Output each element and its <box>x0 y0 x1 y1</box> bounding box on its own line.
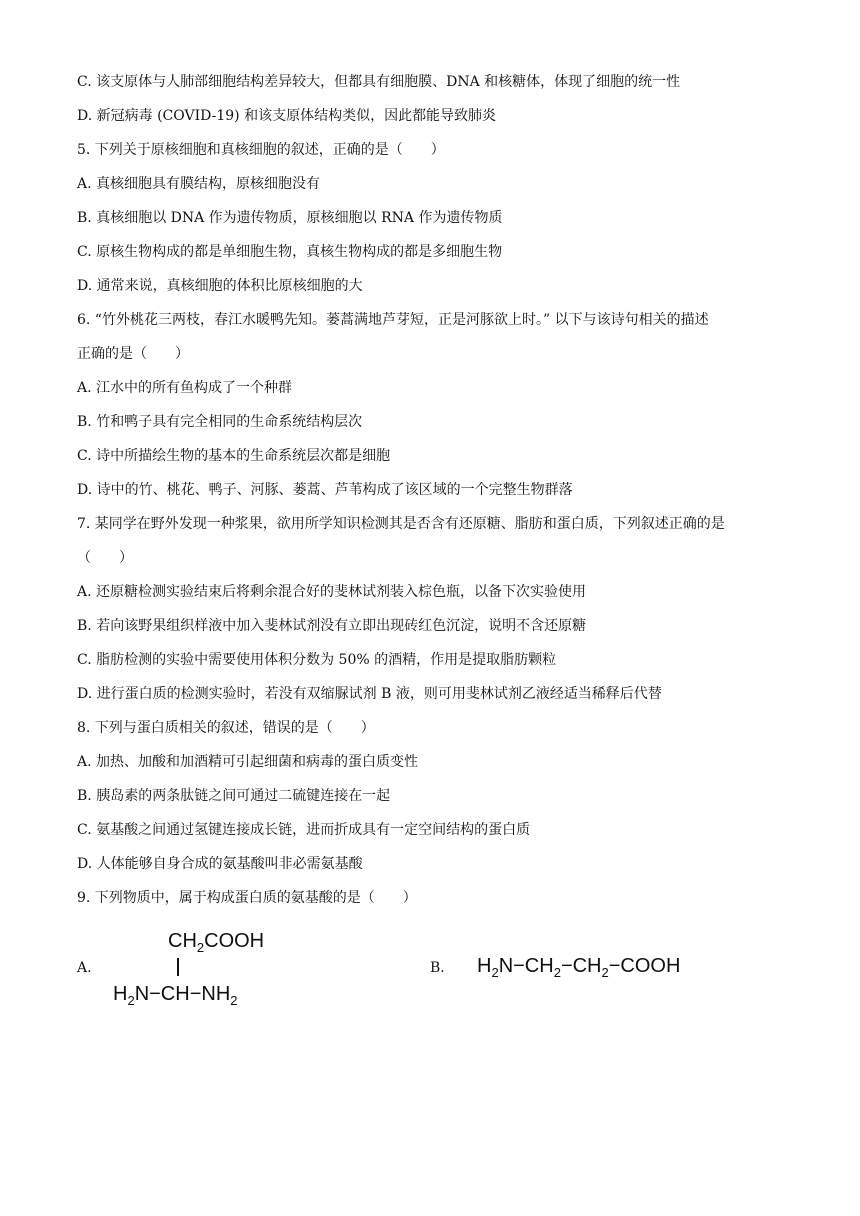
subscript: 2 <box>127 993 135 1008</box>
option-line: D. 人体能够自身合成的氨基酸叫非必需氨基酸 <box>77 856 363 872</box>
option-line: B. 竹和鸭子具有完全相同的生命系统结构层次 <box>77 414 363 430</box>
subscript: 2 <box>601 965 609 980</box>
question-8-stem: 8. 下列与蛋白质相关的叙述，错误的是（ ） <box>77 720 375 736</box>
option-line: C. 诗中所描绘生物的基本的生命系统层次都是细胞 <box>77 448 391 464</box>
option-b-label: B. <box>430 960 445 976</box>
text-line: D. 新冠病毒 (COVID-19) 和该支原体结构类似，因此都能导致肺炎 <box>77 108 497 124</box>
formula-b: $H_2N-CH_2-CH_2-COOH$ <box>477 955 681 980</box>
formula-a-bottom: $H_2N-CH-NH_2$ <box>113 983 238 1008</box>
question-5-stem: 5. 下列关于原核细胞和真核细胞的叙述，正确的是（ ） <box>77 142 445 158</box>
option-line: D. 通常来说，真核细胞的体积比原核细胞的大 <box>77 278 363 294</box>
question-9-stem: 9. 下列物质中，属于构成蛋白质的氨基酸的是（ ） <box>77 890 417 906</box>
question-6-stem: 6. “竹外桃花三两枝，春江水暖鸭先知。蒌蒿满地芦芽短，正是河豚欲上时。” 以下与该诗句相关的描述 <box>77 312 709 328</box>
subscript: 2 <box>196 940 205 955</box>
option-line: B. 若向该野果组织样液中加入斐林试剂没有立即出现砖红色沉淀，说明不含还原糖 <box>77 618 587 634</box>
option-line: A. 真核细胞具有膜结构，原核细胞没有 <box>77 176 321 192</box>
option-line: A. 加热、加酸和加酒精可引起细菌和病毒的蛋白质变性 <box>77 754 419 770</box>
option-line: C. 原核生物构成的都是单细胞生物，真核生物构成的都是多细胞生物 <box>77 244 503 260</box>
question-6-stem-cont: 正确的是（ ） <box>77 346 189 362</box>
option-line: B. 真核细胞以 DNA 作为遗传物质，原核细胞以 RNA 作为遗传物质 <box>77 210 503 226</box>
option-a-label: A. <box>77 960 92 976</box>
option-line: A. 还原糖检测实验结束后将剩余混合好的斐林试剂装入棕色瓶，以备下次实验使用 <box>77 584 587 600</box>
option-line: C. 氨基酸之间通过氢键连接成长链，进而折成具有一定空间结构的蛋白质 <box>77 822 531 838</box>
option-line: A. 江水中的所有鱼构成了一个种群 <box>77 380 293 396</box>
question-7-stem-cont: （ ） <box>77 550 133 566</box>
subscript: 2 <box>553 965 561 980</box>
subscript: 2 <box>230 993 238 1008</box>
subscript: 2 <box>491 965 499 980</box>
text-line: C. 该支原体与人肺部细胞结构差异较大，但都具有细胞膜、DNA 和核糖体，体现了细胞的统一性 <box>77 74 681 90</box>
option-line: D. 进行蛋白质的检测实验时，若没有双缩脲试剂 B 液，则可用斐林试剂乙液经适当稀释后代替 <box>77 686 662 702</box>
vertical-bond <box>177 958 179 976</box>
question-7-stem: 7. 某同学在野外发现一种浆果，欲用所学知识检测其是否含有还原糖、脂肪和蛋白质，下列叙述正确的是 <box>77 516 725 532</box>
option-line: D. 诗中的竹、桃花、鸭子、河豚、蒌蒿、芦苇构成了该区域的一个完整生物群落 <box>77 482 573 498</box>
option-line: B. 胰岛素的两条肽链之间可通过二硫键连接在一起 <box>77 788 391 804</box>
option-line: C. 脂肪检测的实验中需要使用体积分数为 50% 的酒精，作用是提取脂肪颗粒 <box>77 652 557 668</box>
formula-a-top: $CH_2COOH$ <box>168 930 265 955</box>
